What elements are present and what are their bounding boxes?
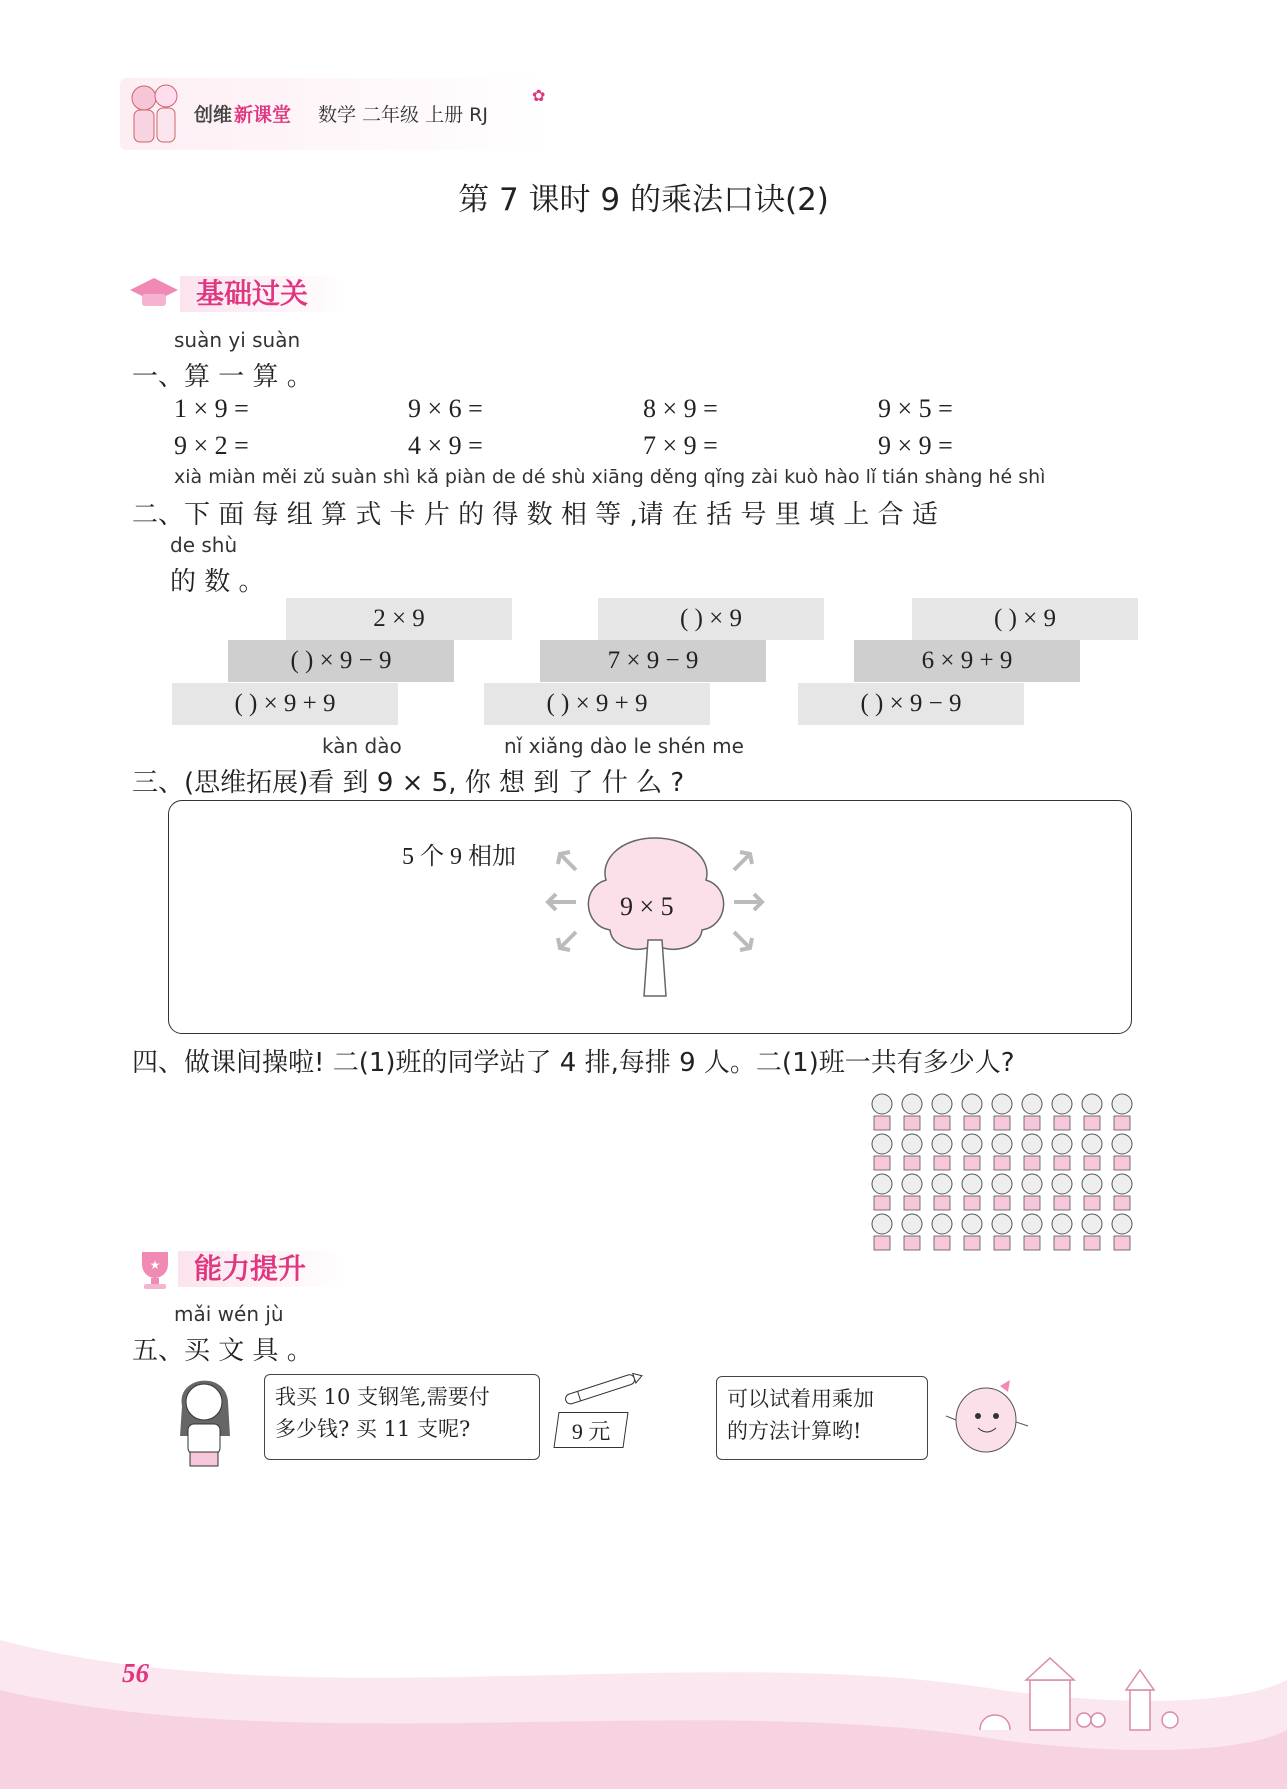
students-crowd-icon [868,1090,1140,1254]
girl-illustration-icon [166,1366,246,1468]
brand-b: 新课堂 [234,104,292,126]
trophy-icon [132,1246,178,1292]
section-basic [128,272,348,316]
card-g2-top[interactable]: ( ) × 9 [598,598,824,640]
mascot-illustration-icon [944,1376,1030,1462]
q1-eq-4: 9 × 5 = [878,394,953,423]
svg-text:★: ★ [149,1258,161,1272]
q1-eq-1: 1 × 9 = [174,394,249,423]
q1-eq-7: 7 × 9 = [643,431,718,460]
page-title: 第 7 课时 9 的乘法口诀(2) [458,182,829,218]
brand-a: 创维 [194,104,233,126]
pen-icon [556,1368,646,1410]
castle-decoration-icon [960,1650,1190,1740]
q2-line-1: 二、下 面 每 组 算 式 卡 片 的 得 数 相 等 ,请 在 括 号 里 填 上 合 适 [132,500,938,530]
header [120,78,550,150]
q5-label: 五、买 文 具 。 [132,1336,313,1366]
q1-eq-2: 9 × 6 = [408,394,483,423]
card-g2-mid: 7 × 9 − 9 [540,640,766,682]
q1-label: 一、算 一 算 。 [132,362,313,392]
flower-icon: ✿ [532,86,546,105]
q3-hint: 5 个 9 相加 [402,844,516,870]
card-g3-top[interactable]: ( ) × 9 [912,598,1138,640]
q4-label: 四、做课间操啦! 二(1)班的同学站了 4 排,每排 9 人。二(1)班一共有多少人? [132,1048,1015,1078]
card-g1-bot[interactable]: ( ) × 9 + 9 [172,683,398,725]
bubble2-line-1: 可以试着用乘加 [727,1387,874,1411]
q3-pinyin-b: nǐ xiǎng dào le shén me [504,734,744,758]
q1-eq-6: 4 × 9 = [408,431,483,460]
price-tag [553,1412,628,1448]
q2-line-2: 的 数 。 [170,567,265,597]
q2-pinyin-2: de shù [170,533,238,557]
section-advanced [132,1246,346,1292]
q3-label: 三、(思维拓展)看 到 9 × 5, 你 想 到 了 什 么 ? [132,768,685,798]
bubble1-line-2: 多少钱? 买 11 支呢? [275,1417,471,1441]
card-g1-top: 2 × 9 [286,598,512,640]
bubble1-line-1: 我买 10 支钢笔,需要付 [275,1385,490,1409]
card-g2-bot[interactable]: ( ) × 9 + 9 [484,683,710,725]
page-number: 56 [122,1658,149,1688]
q3-center-expr: 9 × 5 [620,892,674,921]
q1-eq-8: 9 × 9 = [878,431,953,460]
card-g3-bot[interactable]: ( ) × 9 − 9 [798,683,1024,725]
q1-eq-5: 9 × 2 = [174,431,249,460]
speech-bubble-girl [264,1374,540,1460]
header-subject: 数学 二年级 上册 RJ [318,104,488,126]
bubble2-line-2: 的方法计算哟! [727,1419,862,1443]
speech-bubble-mascot [716,1376,928,1460]
girls-illustration-icon [124,80,188,150]
section-advanced-title: 能力提升 [178,1251,346,1287]
q5-pinyin: mǎi wén jù [174,1302,284,1326]
card-g1-mid[interactable]: ( ) × 9 − 9 [228,640,454,682]
section-basic-title: 基础过关 [180,276,348,312]
q2-pinyin-1: xià miàn měi zǔ suàn shì kǎ piàn de dé shù xiāng děng qǐng zài kuò hào lǐ tián shàng hé shì [174,466,1046,488]
card-g3-mid: 6 × 9 + 9 [854,640,1080,682]
graduation-cap-icon [128,272,180,316]
q1-eq-3: 8 × 9 = [643,394,718,423]
q3-pinyin-a: kàn dào [322,734,402,758]
q1-pinyin: suàn yi suàn [174,328,301,352]
price-tag-text: 9 元 [571,1418,611,1444]
